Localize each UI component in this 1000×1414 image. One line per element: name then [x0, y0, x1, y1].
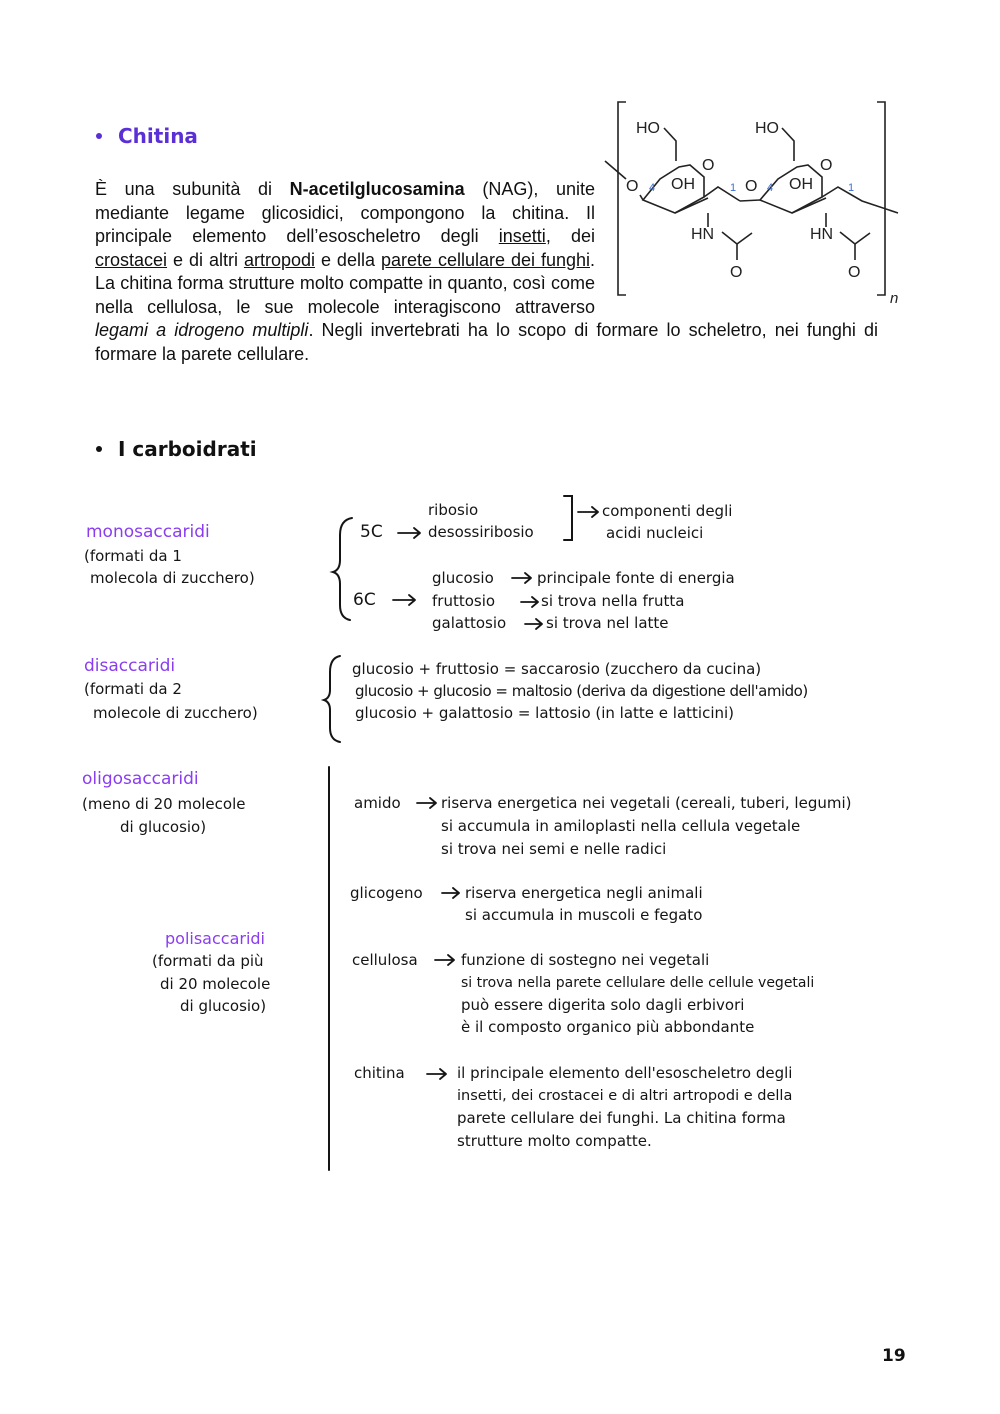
mono-fruttosio-note: si trova nella frutta	[541, 592, 685, 610]
mono-ribosio: ribosio	[428, 501, 479, 519]
di-line-1: glucosio + fruttosio = saccarosio (zucchero da cucina)	[352, 660, 762, 678]
paragraph-text: . La chitina forma strutture molto compatte in quanto, così come nella cellulosa, le sue molecole interagiscono attraverso	[95, 249, 595, 317]
carbonyl-o-label-2: O	[848, 264, 861, 281]
oh-label-2: OH	[789, 176, 813, 193]
paragraph-text: È una subunità di	[95, 179, 290, 199]
chitina-heading-text: Chitina	[118, 124, 198, 148]
cellulosa-line-4: è il composto organico più abbondante	[461, 1018, 755, 1036]
mono-desossiribosio: desossiribosio	[428, 523, 534, 541]
arrow-icon	[521, 597, 538, 607]
cellulosa-line-1: funzione di sostegno nei vegetali	[461, 951, 710, 969]
mono-componenti-1: componenti degli	[602, 502, 733, 520]
mono-5c: 5C	[360, 522, 383, 542]
paragraph-text: e della	[314, 249, 381, 270]
hn-label-2: HN	[810, 226, 834, 243]
ring-o-label-1: O	[702, 157, 715, 174]
carbon-4-label-1: 4	[649, 182, 656, 194]
glicogeno-line-2: si accumula in muscoli e fegato	[465, 906, 703, 924]
amido-line-1: riserva energetica nei vegetali (cereali, tuberi, legumi)	[441, 794, 852, 812]
mono-glucosio: glucosio	[432, 569, 494, 587]
glyco-o-label-1: O	[626, 178, 639, 195]
amido-line-2: si accumula in amiloplasti nella cellula vegetale	[441, 817, 801, 835]
di-title: disaccaridi	[84, 656, 176, 676]
arrow-icon	[417, 798, 436, 808]
arrow-icon	[398, 528, 420, 538]
arrow-icon	[427, 1069, 446, 1079]
arrow-icon	[393, 595, 415, 605]
poli-desc-1: (formati da più	[152, 952, 264, 970]
glicogeno-line-1: riserva energetica negli animali	[465, 884, 703, 902]
page-number: 19	[882, 1346, 906, 1366]
arrow-icon	[578, 507, 598, 517]
paragraph-text: . Negli invertebrati ha lo scopo di formare lo scheletro, nei funghi di formare la parete cellulare.	[95, 320, 878, 364]
oligo-title: oligosaccaridi	[82, 769, 199, 789]
cellulosa-label: cellulosa	[352, 951, 418, 969]
mono-6c: 6C	[353, 590, 376, 610]
oligo-desc-1: (meno di 20 molecole	[82, 795, 246, 813]
mono-galattosio-note: si trova nel latte	[546, 614, 669, 632]
underlined-artropodi: artropodi	[243, 249, 315, 270]
paragraph-text: (NAG), unite mediante legame glicosidici, compongono la chitina. Il principale elemento dell’esoscheletro degli	[95, 179, 595, 246]
di-desc-2: molecole di zucchero)	[93, 704, 258, 722]
di-line-3: glucosio + galattosio = lattosio (in latte e latticini)	[355, 704, 735, 722]
nag-bold: N-acetilglucosamina	[289, 179, 465, 199]
chitina-label: chitina	[354, 1064, 405, 1082]
poli-title: polisaccaridi	[165, 929, 265, 948]
hn-label-1: HN	[691, 226, 715, 243]
chitina-line-2: insetti, dei crostacei e di altri artropodi e della	[457, 1088, 793, 1104]
oligo-desc-2: di glucosio)	[120, 818, 207, 836]
poli-desc-3: di glucosio)	[180, 997, 267, 1015]
chitina-line-1: il principale elemento dell'esoscheletro degli	[457, 1064, 793, 1082]
ho-label-2: HO	[755, 120, 779, 137]
chitina-line-4: strutture molto compatte.	[457, 1132, 652, 1150]
amido-label: amido	[354, 794, 401, 812]
arrow-icon	[442, 888, 459, 898]
glyco-o-label-2: O	[745, 178, 758, 195]
carboidrati-heading-text: I carboidrati	[118, 437, 257, 461]
paragraph-text: , dei	[545, 226, 595, 246]
di-desc-1: (formati da 2	[84, 680, 182, 698]
paragraph-text: e di altri	[167, 249, 244, 270]
mono-desc-2: molecola di zucchero)	[90, 569, 255, 587]
oh-label-1: OH	[671, 176, 695, 193]
arrow-icon	[435, 955, 454, 965]
mono-galattosio: galattosio	[432, 614, 507, 632]
ring-o-label-2: O	[820, 157, 833, 174]
underlined-parete: parete cellulare dei funghi	[380, 249, 590, 270]
di-line-2: glucosio + glucosio = maltosio (deriva da digestione dell'amido)	[355, 682, 808, 700]
arrow-icon	[512, 573, 531, 583]
ho-label-1: HO	[636, 120, 660, 137]
italic-legami: legami a idrogeno multipli	[95, 320, 309, 340]
carbon-4-label-2: 4	[767, 182, 774, 194]
chitina-line-3: parete cellulare dei funghi. La chitina forma	[457, 1109, 786, 1127]
poli-desc-2: di 20 molecole	[160, 975, 271, 993]
mono-desc-1: (formati da 1	[84, 547, 182, 565]
cellulosa-line-3: può essere digerita solo dagli erbivori	[461, 996, 745, 1014]
cellulosa-line-2: si trova nella parete cellulare delle cellule vegetali	[461, 975, 815, 991]
carbon-1-label-2: 1	[848, 182, 855, 194]
repeat-n-label: n	[890, 290, 899, 307]
underlined-insetti: insetti	[498, 226, 546, 246]
arrow-icon	[525, 619, 542, 629]
glicogeno-label: glicogeno	[350, 884, 423, 902]
amido-line-3: si trova nei semi e nelle radici	[441, 840, 667, 858]
mono-componenti-2: acidi nucleici	[606, 524, 704, 542]
carbonyl-o-label-1: O	[730, 264, 743, 281]
mono-glucosio-note: principale fonte di energia	[537, 569, 735, 587]
mono-title: monosaccaridi	[86, 522, 210, 542]
underlined-crostacei: crostacei	[95, 249, 168, 270]
mono-fruttosio: fruttosio	[432, 592, 496, 610]
carbon-1-label-1: 1	[730, 182, 737, 194]
